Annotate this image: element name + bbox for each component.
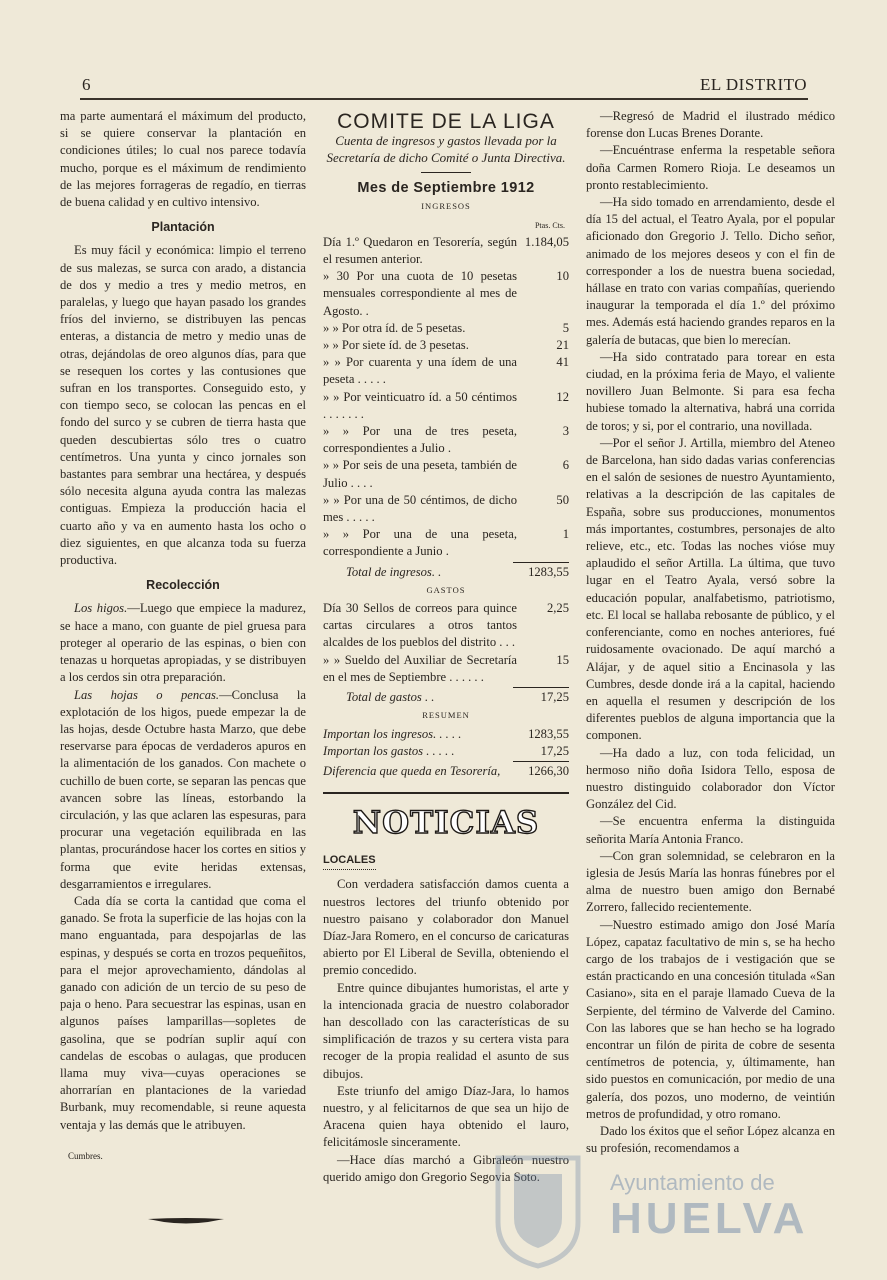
total-rule <box>513 687 569 688</box>
header-rule <box>80 98 808 100</box>
gastos-heading: GASTOS <box>426 584 466 595</box>
news-item: —Por el señor J. Artilla, miembro del Ateneo de Barcelona, han sido dadas varias conferencias en el salón de sesiones de nuestro Ayuntamiento, relativas a la descripción de las capitales de España, sobre sus producciones, monumentos más importantes, costumbres, personajes de alto relieve, etc., etc. Todas las noches vióse muy aplaudido el señor Artilla. La última, que tuvo lugar en el Teatro Ayala, versó sobre la educación popular, analfabetismo, patriotismo, etc. El local se hallaba rebosante de público, y el conferenciante, como en noches anteriores, fué ruidosamente ovacionado. De aquí marchó a Alájar, y de aquel sitio a Encinasola y las Cumbres, desde donde irá a la capital, haciendo en aquella el resumen y descripción de los diferentes pueblos de alguna importancia que la componen. <box>586 435 835 743</box>
month-heading: Mes de Septiembre 1912 <box>357 180 535 197</box>
watermark-line: HUELVA <box>610 1194 809 1243</box>
paragraph-lead: Las hojas o pencas. <box>74 687 220 702</box>
comite-subtitle: Cuenta de ingresos y gastos llevada por la Secretaría de dicho Comité o Junta Directiva. <box>326 133 566 166</box>
paragraph: Los higos.—Luego que empiece la madurez, se hace a mano, con guante de piel gruesa para proteger al operario de las espinas, o bien con tenazas u horquetas apropiadas, y se distribuyen a los cerdos sin otra preparación. <box>60 601 306 685</box>
signature: Cumbres. <box>68 1150 103 1161</box>
ingresos-table <box>323 234 569 561</box>
news-item: Este triunfo del amigo Díaz-Jara, lo hamos nuestro, y al felicitarnos de que sea un hijo de Aracena quien haya obtenido el lauro, felicitámosle sinceramente. <box>323 1083 569 1150</box>
table-row: » » Sueldo del Auxiliar de Secretaría en el mes de Septiembre . . . . . . 15 <box>323 652 569 684</box>
paragraph: ma parte aumentará el máximum del producto, si se quiere conservar la plantación en condiciones útiles; lo cual nos parece todavía mucho, porque es el máximum de rendimiento de las mejores forrageras de regadío, en tierras de buena calidad y en cultivo intensivo. <box>60 109 306 210</box>
table-row: » » Por cuarenta y una ídem de una peseta . . . . . 41 <box>323 355 569 387</box>
news-item: —Encuéntrase enferma la respetable señora doña Carmen Romero Rioja. Le deseamos un pronto restablecimiento. <box>586 143 835 192</box>
section-rule <box>323 792 569 794</box>
section-heading-plantacion: Plantación <box>151 220 215 235</box>
table-row: » » Por una de 50 céntimos, de dicho mes . . . . . 50 <box>323 492 569 525</box>
paragraph-lead: Los higos. <box>74 601 128 616</box>
divider <box>421 172 471 173</box>
total-rule <box>513 562 569 563</box>
locales-label: LOCALES <box>323 852 376 870</box>
news-item: —Nuestro estimado amigo don José María López, capataz facultativo de min s, se ha hecho cargo de los trabajos de i vestigación que se están practicando en una concesión titulada «San Casiano», sita en el paraje llamado Cueva de la Serpiente, del término de Valverde del Camino. Con las labores que se han hecho se ha logrado encontrar un filón de pirita de cobre de sesenta centímetros de potencia, y, últimamente, han sido puestos en comunicación, por medio de una galería, dos pozos, uno moderno, de veintiún metros de profundidad, y otro romano. <box>586 917 835 1121</box>
news-item: —Ha dado a luz, con toda felicidad, un hermoso niño doña Isidora Tello, esposa de nuestro distinguido colaborador don Víctor González del Cid. <box>586 745 835 812</box>
table-row: » 30 Por una cuota de 10 pesetas mensuales correspondiente al mes de Agosto. . 10 <box>323 269 569 318</box>
gastos-table <box>323 600 569 686</box>
noticias-title: NOTICIAS <box>352 805 540 842</box>
currency-label: Ptas. Cts. <box>534 220 565 230</box>
section-heading-recoleccion: Recolección <box>146 578 220 593</box>
news-item: —Con gran solemnidad, se celebraron en la iglesia de Jesús María las honras fúnebres por el alma de nuestro buen amigo don Bernabé Zorrero, fallecido recientemente. <box>586 848 835 915</box>
table-row: Día 30 Sellos de correos para quince cartas circulares a otros tantos alcaldes de los pueblos del distrito . . . 2,25 <box>323 601 569 650</box>
total-rule <box>513 761 569 762</box>
end-ornament <box>148 1217 224 1225</box>
table-row: » » Por una de una peseta, correspondiente a Junio . 1 <box>323 527 569 559</box>
news-item: —Se encuentra enferma la distinguida señorita María Antonia Franco. <box>586 814 835 846</box>
table-row: » » Por veinticuatro íd. a 50 céntimos . . . . . . . 12 <box>323 389 569 421</box>
news-item: Entre quince dibujantes humoristas, el arte y la intencionada gracia de nuestro colaborador han descollado con las características de su simplificación de trazos y su certera vista para recoger de la propia realidad el asunto de sus dibujos. <box>323 980 569 1081</box>
archive-seal-icon <box>488 1152 588 1270</box>
comite-title: COMITE DE LA LIGA <box>337 110 555 133</box>
news-item: Con verdadera satisfacción damos cuenta a nuestros lectores del triunfo obtenido por nuestro paisano y colaborador don Manuel Díaz-Jara Romero, en el concurso de caricaturas abierto por El Liberal de Sevilla, obteniendo el premio concedido. <box>323 877 569 978</box>
column-middle <box>323 108 569 1186</box>
news-item: —Regresó de Madrid el ilustrado médico forense don Lucas Brenes Dorante. <box>586 109 835 141</box>
resumen-heading: RESUMEN <box>422 710 470 721</box>
publication-title: EL DISTRITO <box>700 75 808 94</box>
paragraph: Es muy fácil y económica: limpio el terreno de sus malezas, se surca con arado, a distancia de dos y medio a tres y medio metros, en paralelas, y luego que hayan pasado los grandes fríos del invierno, se distribuyen las pencas enteras, a distancia de metro y medio unas de otras, dejándolas de oreo algunos días, para que se resequen los cortes y las contusiones que sufran en los transportes. Conseguido esto, y con tiempo seco, se colocan las pencas en el fondo del surco y se cubren de tierra hasta que queden descubiertas sólo tres o cuatro centímetros. Una yunta y cinco jornales son bastantes para sembrar una hectárea, y después sólo necesita alguna ayuda contra las malezas contiguas. Empieza la producción hacia el cuarto año y va en aumento hasta los ocho o diez siguientes, en que alcanza toda su fuerza productiva. <box>60 243 306 568</box>
paragraph: Las hojas o pencas.—Conclusa la explotación de los higos, puede empezar la de las hojas, desde Octubre hasta Marzo, que debe reservarse para épocas de verdaderos apuros en la alimentación de los ganados. Con machete o cuchillo de buen corte, se separan las pencas que avancen sobre las líneas, estorbando la circulación, y las que aclaren las espesuras, para procurar una vegetación equilibrada en las plantas, procurándose hacer los cortes en sitios y forma que evite heridas extensas, desgarramientos e irregulares. <box>60 687 306 891</box>
total-gastos-row: Total de gastos . . 17,25 <box>346 690 569 705</box>
news-item: Dado los éxitos que el señor López alcanza en su profesión, recomendamos a <box>586 1123 835 1156</box>
paragraph: Cada día se corta la cantidad que coma el ganado. Se frota la superficie de las hojas con la mano enguantada, para despojarlas de las espinas, y después se corta en trozos pequeñitos, para el mejor aprovechamiento, dándolas al ganado con adición de un tercio de su peso de paja o heno. Para secuestrar las espinas, usan en algunos países lamparillas—sopletes de gasolina, que se podrían suplir aquí con candelas de escobas o aulagas, que producen llama muy viva—cuyas operaciones se ahorrarían en plantaciones de la variedad Burbank, muy recomendable, si reune aquesta ventaja y las demás que le atribuyen. <box>60 893 306 1132</box>
resumen-row: Importan los gastos . . . . . 17,25 <box>323 743 569 758</box>
column-right <box>586 108 835 1157</box>
table-row: » » Por siete íd. de 3 pesetas. 21 <box>323 338 569 353</box>
ingresos-heading: INGRESOS <box>421 201 471 212</box>
resumen-row: Importan los ingresos. . . . . 1283,55 <box>323 726 569 741</box>
page-number: 6 <box>82 75 91 94</box>
total-ingresos-row: Total de ingresos. . 1283,55 <box>346 564 569 579</box>
table-row: » » Por una de tres peseta, correspondientes a Julio . 3 <box>323 424 569 456</box>
archive-watermark <box>610 1170 808 1242</box>
table-row: » » Por otra íd. de 5 pesetas. 5 <box>323 320 569 335</box>
news-item: —Ha sido contratado para torear en esta ciudad, en la próxima feria de Mayo, el valiente novillero Juan Belmonte. Si para esa fecha hubiese tomado la alternativa, habrá una corrida de toros; y si, por el contrario, una novillada. <box>586 349 835 433</box>
watermark-line: Ayuntamiento de <box>610 1170 775 1195</box>
table-row: » » Por seis de una peseta, también de Julio . . . . 6 <box>323 458 569 490</box>
news-item: —Hace días marchó a Gibraleón nuestro querido amigo don Gregorio Segovia Soto. <box>323 1152 569 1184</box>
table-row: Día 1.º Quedaron en Tesorería, según el resumen anterior. 1.184,05 <box>323 234 569 267</box>
column-left <box>60 108 306 1230</box>
news-item: —Ha sido tomado en arrendamiento, desde el día 15 del actual, el Teatro Ayala, por el popular aficionado don Gregorio J. Tello. Dicho señor, animado de los mejores deseos y con el fin de corresponder a los de nuestra buena sociedad, hállase en trato con varias compañías, queriendo inaugurar la temporada el día 1.º del próximo mes. Además está haciendo grandes reparos en la galería de butacas, que bien lo merecían. <box>586 195 835 347</box>
diferencia-row: Diferencia que queda en Tesorería, 1266,30 <box>323 763 569 778</box>
